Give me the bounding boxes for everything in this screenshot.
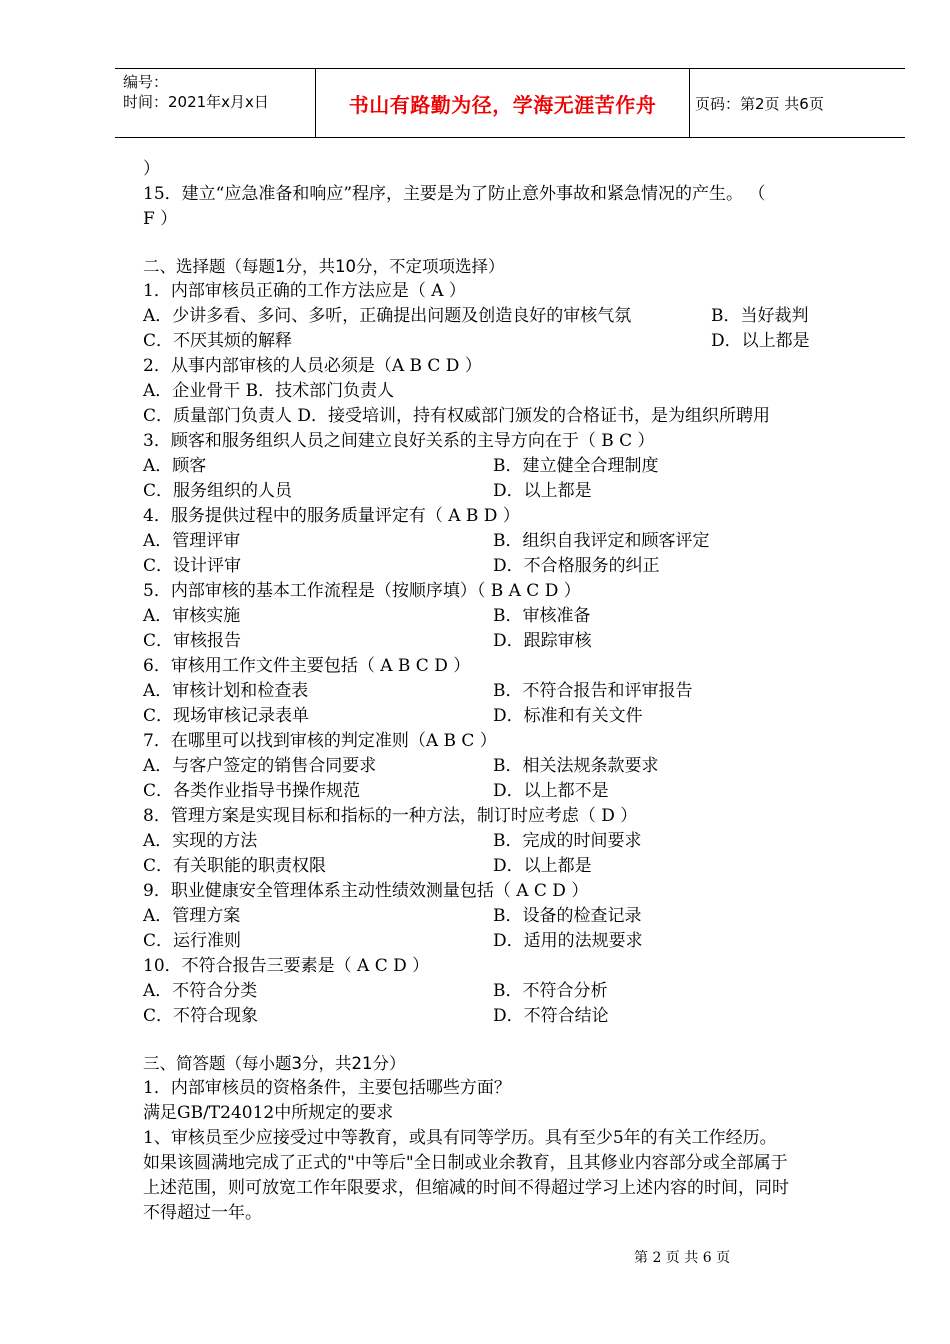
page-header	[115, 68, 905, 138]
options-row	[143, 554, 878, 579]
time-label: 时间：2021年x月x日	[123, 93, 269, 111]
option-c: C．服务组织的人员	[143, 481, 293, 501]
option-a: A．管理方案	[143, 906, 241, 926]
answer-paragraph-line: 如果该圆满地完成了正式的"中等后"全日制或业余教育，且其修业内容部分或全部属于	[143, 1153, 788, 1173]
page-footer: 第 2 页 共 6 页	[634, 1250, 731, 1266]
answer-15: F ）	[143, 209, 178, 229]
options-row	[143, 779, 878, 804]
options-row	[143, 454, 878, 479]
question-8: 8．管理方案是实现目标和指标的一种方法，制订时应考虑（ D ）	[143, 806, 638, 826]
option-c: C．有关职能的职责权限	[143, 856, 327, 876]
option-b: B．不符合报告和评审报告	[493, 681, 693, 701]
option-a: A．审核计划和检查表	[143, 681, 309, 701]
option-b: B．相关法规条款要求	[493, 756, 659, 776]
option-b: B．不符合分析	[493, 981, 608, 1001]
section-3-heading: 三、简答题（每小题3分，共21分）	[143, 1054, 406, 1073]
options-row	[143, 904, 878, 929]
options-row	[143, 704, 878, 729]
option-b: B．当好裁判	[711, 306, 809, 326]
options-row: A．企业骨干 B．技术部门负责人	[143, 381, 395, 401]
short-question-1: 1．内部审核员的资格条件，主要包括哪些方面？	[143, 1078, 511, 1098]
options-row	[143, 829, 878, 854]
options-row	[143, 754, 878, 779]
answer-paragraph-line: 不得超过一年。	[143, 1203, 262, 1223]
header-motto: 书山有路勤为径，学海无涯苦作舟	[348, 92, 657, 117]
option-c: C．现场审核记录表单	[143, 706, 310, 726]
answer-text: 满足GB/T24012中所规定的要求	[143, 1103, 394, 1123]
options-row	[143, 1004, 878, 1029]
option-d: D．以上都不是	[493, 781, 609, 801]
options-row	[143, 304, 878, 329]
option-b: B．组织自我评定和顾客评定	[493, 531, 710, 551]
document-body	[143, 157, 878, 1226]
options-row: C．质量部门负责人 D．接受培训，持有权威部门颁发的合格证书，是为组织所聘用	[143, 406, 771, 426]
option-d: D．适用的法规要求	[493, 931, 643, 951]
option-a: A．顾客	[143, 456, 207, 476]
option-a: A．管理评审	[143, 531, 241, 551]
option-d: D．跟踪审核	[493, 631, 592, 651]
header-page-label: 页码：第2页 共6页	[695, 94, 824, 113]
text-line: ）	[143, 159, 160, 179]
option-a: A．少讲多看、多问、多听，正确提出问题及创造良好的审核气氛	[143, 306, 632, 326]
question-6: 6．审核用工作文件主要包括（ A B C D ）	[143, 656, 471, 676]
option-c: C．审核报告	[143, 631, 242, 651]
question-1: 1．内部审核员正确的工作方法应是（ A ）	[143, 281, 466, 301]
option-b: B．设备的检查记录	[493, 906, 642, 926]
options-row	[143, 979, 878, 1004]
header-meta	[115, 69, 315, 137]
option-d: D．不合格服务的纠正	[493, 556, 660, 576]
question-5: 5．内部审核的基本工作流程是（按顺序填）（ B A C D ）	[143, 581, 581, 601]
option-a: A．审核实施	[143, 606, 241, 626]
question-10: 10．不符合报告三要素是（ A C D ）	[143, 956, 430, 976]
option-c: C．运行准则	[143, 931, 242, 951]
option-a: A．实现的方法	[143, 831, 258, 851]
option-a: A．与客户签定的销售合同要求	[143, 756, 377, 776]
option-d: D．以上都是	[493, 856, 592, 876]
option-c: C．设计评审	[143, 556, 242, 576]
option-d: D．以上都是	[493, 481, 592, 501]
question-2: 2．从事内部审核的人员必须是（A B C D ）	[143, 356, 482, 376]
options-row	[143, 529, 878, 554]
option-d: D．标准和有关文件	[493, 706, 643, 726]
section-2-heading: 二、选择题（每题1分，共10分，不定项项选择）	[143, 257, 505, 276]
answer-paragraph-line: 1、审核员至少应接受过中等教育，或具有同等学历。具有至少5年的有关工作经历。	[143, 1128, 777, 1148]
question-9: 9．职业健康安全管理体系主动性绩效测量包括（ A C D ）	[143, 881, 589, 901]
header-divider	[689, 69, 690, 137]
options-row	[143, 604, 878, 629]
options-row	[143, 854, 878, 879]
question-15: 15．建立“应急准备和响应”程序，主要是为了防止意外事故和紧急情况的产生。 （	[143, 184, 766, 204]
options-row	[143, 929, 878, 954]
options-row	[143, 329, 878, 354]
option-d: D．以上都是	[711, 331, 810, 351]
options-row	[143, 679, 878, 704]
option-b: B．审核准备	[493, 606, 591, 626]
option-c: C．各类作业指导书操作规范	[143, 781, 361, 801]
option-b: B．完成的时间要求	[493, 831, 642, 851]
option-b: B．建立健全合理制度	[493, 456, 659, 476]
option-c: C．不符合现象	[143, 1006, 259, 1026]
option-a: A．不符合分类	[143, 981, 258, 1001]
answer-paragraph-line: 上述范围，则可放宽工作年限要求，但缩减的时间不得超过学习上述内容的时间，同时	[143, 1178, 789, 1198]
question-4: 4．服务提供过程中的服务质量评定有（ A B D ）	[143, 506, 520, 526]
options-row	[143, 479, 878, 504]
question-3: 3．顾客和服务组织人员之间建立良好关系的主导方向在于（ B C ）	[143, 431, 655, 451]
options-row	[143, 629, 878, 654]
question-7: 7．在哪里可以找到审核的判定准则（A B C ）	[143, 731, 497, 751]
option-c: C．不厌其烦的解释	[143, 331, 293, 351]
number-label: 编号：	[123, 73, 169, 91]
option-d: D．不符合结论	[493, 1006, 609, 1026]
